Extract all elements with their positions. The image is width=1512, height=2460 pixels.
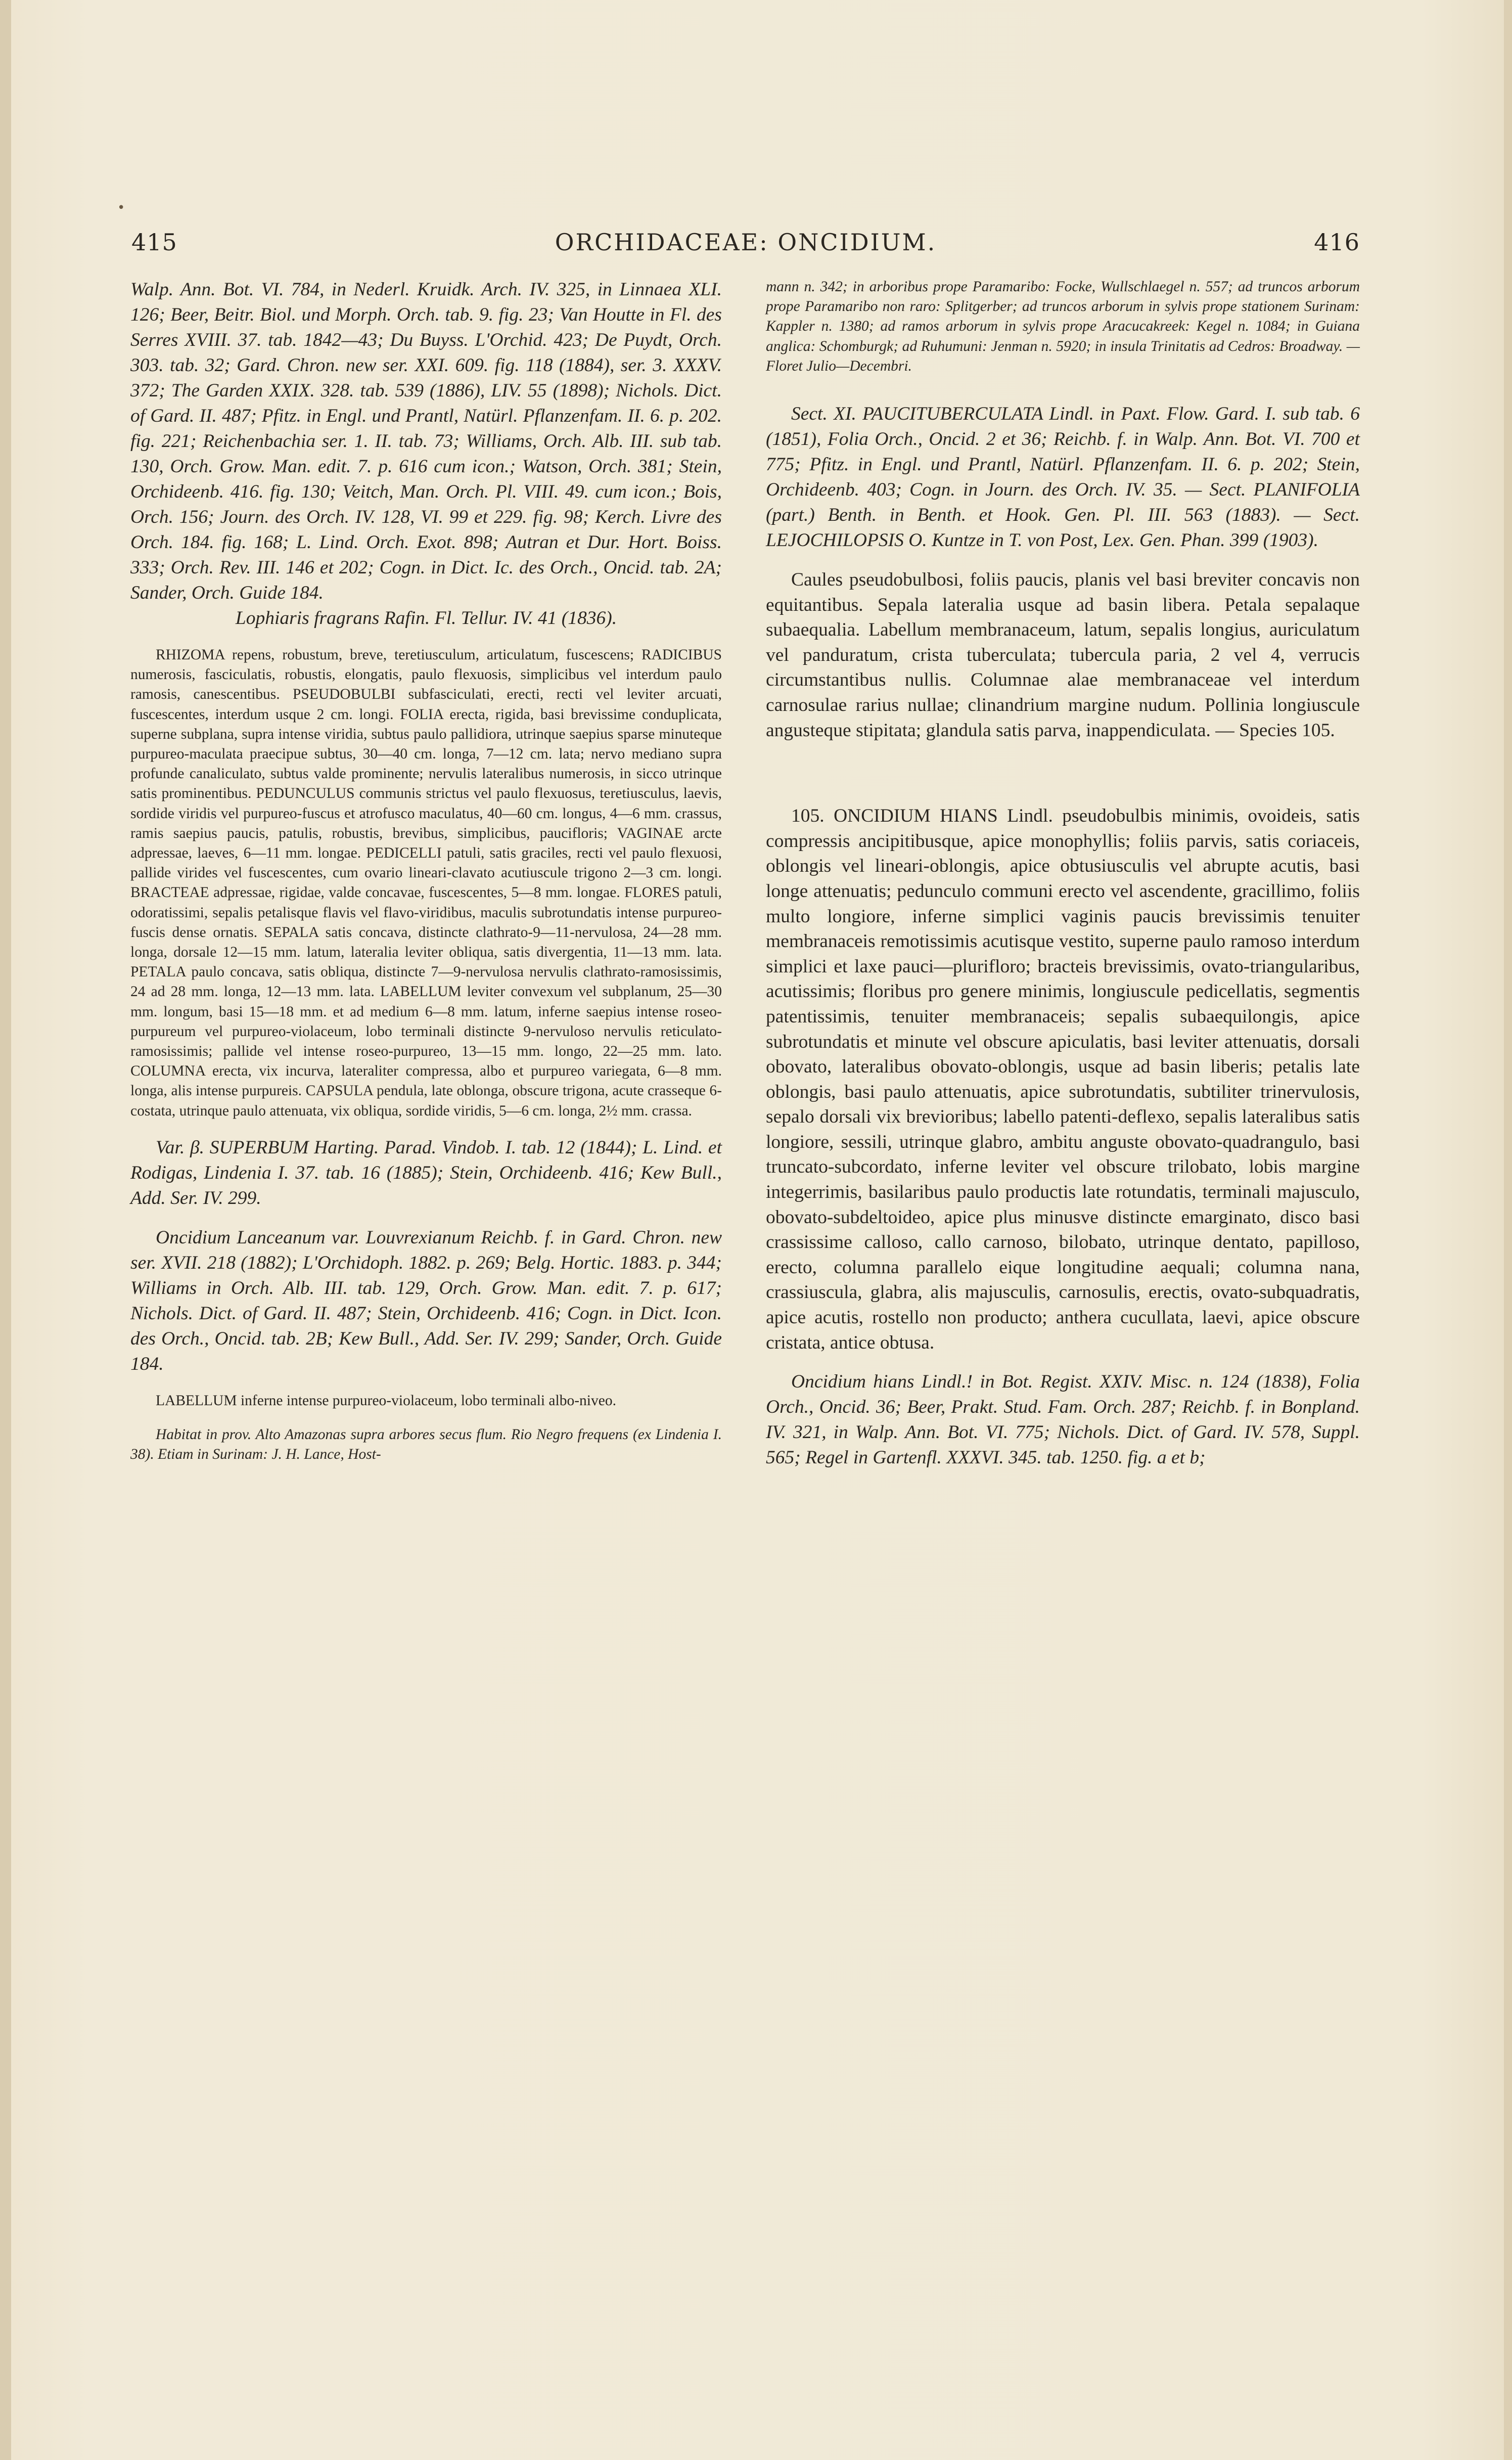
speck-mark: •	[117, 200, 125, 215]
page-number-left: 415	[131, 229, 177, 256]
page-header	[131, 229, 1360, 259]
variety-heading: Var. β. SUPERBUM Harting. Parad. Vindob. I. tab. 12 (1844); L. Lind. et Rodigas, Lindenia I. 37. tab. 16 (1885); Stein, Orchideenb. 416; Kew Bull., Add. Ser. IV. 299.	[130, 1137, 722, 1209]
section-heading: Sect. XI. PAUCITUBERCULATA Lindl. in Paxt. Flow. Gard. I. sub tab. 6 (1851), Folia Orch., Oncid. 2 et 36; Reichb. f. in Walp. Ann. Bot. VI. 700 et 775; Pfitz. in Engl. und Prantl, Natürl. Pflanzenfam. II. 6. p. 202; Stein, Orchideenb. 403; Cogn. in Journ. des Orch. IV. 35. — Sect. PLANIFOLIA (part.) Benth. in Benth. et Hook. Gen. Pl. III. 563 (1883). — Sect. LEJOCHILOPSIS O. Kuntze in T. von Post, Lex. Gen. Phan. 399 (1903).	[766, 404, 1360, 551]
section-description: Caules pseudobulbosi, foliis paucis, planis vel basi breviter concavis non equitantibus. Sepala lateralia usque ad basin libera. Petala sepalaque subaequalia. Labellum membranaceum, latum, sepalis longius, auriculatum vel panduratum, crista tuberculata; tubercula paria, 2 vel 4, verrucis circumstantibus nullis. Columnae alae membranaceae vel interdum carnosulae rarius nullae; clinandrium margine nudum. Pollinia longiuscule angusteque stipitata; glandula satis parva, inappendiculata. — Species 105.	[766, 569, 1360, 741]
right-column	[766, 277, 1360, 1470]
left-column	[130, 277, 722, 1464]
running-title: ORCHIDACEAE: ONCIDIUM.	[555, 229, 937, 256]
habitat-continued: mann n. 342; in arboribus prope Paramaribo: Focke, Wullschlaegel n. 557; ad truncos arborum prope Paramaribo non raro: Splitgerber; ad truncos arborum in sylvis prope stationem Surinam: Kappler n. 1380; ad ramos arborum in sylvis prope Aracucakreek: Kegel n. 1084; in Guiana anglica: Schomburgk; ad Ruhumuni: Jenman n. 5920; in insula Trinitatis ad Cedros: Broadway. — Floret Julio—Decembri.	[766, 279, 1360, 374]
habitat-text: Habitat in prov. Alto Amazonas supra arbores secus flum. Rio Negro frequens (ex Lindenia I. 38). Etiam in Surinam: J. H. Lance, Host-	[130, 1426, 722, 1463]
species-105-description: 105. ONCIDIUM HIANS Lindl. pseudobulbis minimis, ovoideis, satis compressis ancipitibusque, apice monophyllis; foliis parvis, satis coriaceis, oblongis vel lineari-oblongis, apice obtusiusculis vel abrupte acutis, basi longe attenuatis; pedunculo communi erecto vel ascendente, gracillimo, foliis multo longiore, inferne simplici vaginis paucis brevissimis tenuiter membranaceis remotissimis acutisque vestito, superne paulo ramoso interdum simplici et laxe pauci—plurifloro; bracteis brevissimis, ovato-triangularibus, acutissimis; floribus pro genere minimis, longiuscule pedicellatis, segmentis patentissimis, tenuiter membranaceis; sepalis subaequilongis, apice subrotundatis et minute vel obscure apiculatis, basi leviter attenuatis, dorsali obovato, lateralibus obovato-oblongis, usque ad basin liberis; petalis late oblongis, basi paulo attenuatis, apice subrotundatis, subtiliter trinervulosis, sepalo dorsali vix brevioribus; labello patenti-deflexo, sepalis lateralibus satis longiore, sessili, utrinque glabro, ambitu anguste obovato-quadrangulo, basi truncato-subcordato, inferne leviter vel obscure trilobato, lobis margine integerrimis, basilaribus paulo productis late rotundatis, terminali majusculo, obovato-subdeltoideo, apice plus minusve distincte emarginato, disco basi crassissime calloso, callo carnoso, bilobato, utrinque dentato, papilloso, erecto, columna parallelo eique longitudine aequali; columna nana, crassiuscula, glabra, alis majusculis, carnosulis, erectis, ovato-subquadratis, apice acutis, rostello non producto; anthera cucullata, laevi, apice obscure cristata, antice obtusa.	[766, 806, 1360, 1353]
references-continued: Walp. Ann. Bot. VI. 784, in Nederl. Kruidk. Arch. IV. 325, in Linnaea XLI. 126; Beer, Beitr. Biol. und Morph. Orch. tab. 9. fig. 23; Van Houtte in Fl. des Serres XVIII. 37. tab. 1842—43; Du Buyss. L'Orchid. 423; De Puydt, Orch. 303. tab. 32; Gard. Chron. new ser. XXI. 609. fig. 118 (1884), ser. 3. XXXV. 372; The Garden XXIX. 328. tab. 539 (1886), LIV. 55 (1898); Nichols. Dict. of Gard. II. 487; Pfitz. in Engl. und Prantl, Natürl. Pflanzenfam. II. 6. p. 202. fig. 221; Reichenbachia ser. 1. II. tab. 73; Williams, Orch. Alb. III. sub tab. 130, Orch. Grow. Man. edit. 7. p. 616 cum icon.; Watson, Orch. 381; Stein, Orchideenb. 416. fig. 130; Veitch, Man. Orch. Pl. VIII. 49. cum icon.; Bois, Orch. 156; Journ. des Orch. IV. 128, VI. 99 et 229. fig. 98; Kerch. Livre des Orch. 184. fig. 168; L. Lind. Orch. Exot. 898; Autran et Dur. Hort. Boiss. 333; Orch. Rev. III. 146 et 202; Cogn. in Dict. Ic. des Orch., Oncid. tab. 2A; Sander, Orch. Guide 184.	[130, 279, 722, 603]
variety-labellum: LABELLUM inferne intense purpureo-violaceum, lobo terminali albo-niveo.	[156, 1392, 616, 1409]
synonym-line: Lophiaris fragrans Rafin. Fl. Tellur. IV. 41 (1836).	[235, 608, 617, 629]
page-edge-right	[1504, 0, 1512, 2460]
variety-synonym: Oncidium Lanceanum var. Louvrexianum Reichb. f. in Gard. Chron. new ser. XVII. 218 (1882); L'Orchidoph. 1882. p. 269; Belg. Hortic. 1883. p. 344; Williams in Orch. Alb. III. tab. 129, Orch. Grow. Man. edit. 7. p. 617; Nichols. Dict. of Gard. II. 487; Stein, Orchideenb. 416; Cogn. in Dict. Icon. des Orch., Oncid. tab. 2B; Kew Bull., Add. Ser. IV. 299; Sander, Orch. Guide 184.	[130, 1227, 722, 1374]
species-105-references: Oncidium hians Lindl.! in Bot. Regist. XXIV. Misc. n. 124 (1838), Folia Orch., Oncid. 36; Beer, Prakt. Stud. Fam. Orch. 287; Reichb. f. in Bonpland. IV. 321, in Walp. Ann. Bot. VI. 775; Nichols. Dict. of Gard. IV. 578, Suppl. 565; Regel in Gartenfl. XXXVI. 345. tab. 1250. fig. a et b;	[766, 1371, 1360, 1468]
species-description: RHIZOMA repens, robustum, breve, teretiusculum, articulatum, fuscescens; RADICIBUS numerosis, fasciculatis, robustis, elongatis, paulo flexuosis, simplicibus vel interdum paulo ramosis, canescentibus. PSEUDOBULBI subfasciculati, erecti, recti vel leviter arcuati, fuscescentes, interdum usque 2 cm. longi. FOLIA erecta, rigida, basi brevissime conduplicata, superne subplana, supra intense viridia, subtus paulo pallidiora, utrinque saepius sparse minuteque purpureo-maculata praecipue subtus, 30—40 cm. longa, 7—12 cm. lata; nervo mediano supra profunde canaliculato, subtus valde prominente; nervulis lateralibus numerosis, in sicco utrinque satis prominentibus. PEDUNCULUS communis strictus vel paulo flexuosus, teretiusculus, laevis, sordide viridis vel purpureo-fuscus et atrofusco maculatus, 40—60 cm. longus, 4—6 mm. crassus, ramis saepius paucis, patulis, robustis, brevibus, simplicibus, paucifloris; VAGINAE arcte adpressae, laeves, 6—11 mm. longae. PEDICELLI patuli, satis graciles, recti vel paulo flexuosi, pallide virides vel fuscescentes, cum ovario lineari-clavato acutiuscule trigono 2—3 cm. longi. BRACTEAE adpressae, rigidae, valde concavae, fuscescentes, 5—8 mm. longae. FLORES patuli, odoratissimi, sepalis petalisque flavis vel flavo-viridibus, maculis subrotundatis intense purpureo-fuscis dense ornatis. SEPALA satis concava, distincte clathrato-9—11-nervulosa, 24—28 mm. longa, dorsale 12—15 mm. latum, lateralia leviter obliqua, satis divergentia, 11—13 mm. lata. PETALA paulo concava, satis obliqua, distincte 7—9-nervulosa nervulis clathrato-ramosissimis, 24 ad 28 mm. longa, 12—13 mm. lata. LABELLUM leviter convexum vel subplanum, 25—30 mm. longum, basi 15—18 mm. et ad medium 6—8 mm. latum, inferne saepius intense roseo-purpureum vel purpureo-violaceum, lobo terminali distincte 9-nervuloso nervulis reticulato-ramosissimis; pallide vel intense roseo-purpureo, 13—15 mm. longo, 22—25 mm. lato. COLUMNA erecta, vix incurva, lateraliter compressa, albo et purpureo variegata, 6—8 mm. longa, alis intense purpureis. CAPSULA pendula, late oblonga, obscure trigona, acute crasseque 6-costata, utrinque paulo attenuata, vix obliqua, sordide viridis, 5—6 cm. longa, 2½ mm. crassa.	[130, 647, 722, 1119]
page-edge-left	[0, 0, 11, 2460]
page-number-right: 416	[1314, 229, 1360, 256]
